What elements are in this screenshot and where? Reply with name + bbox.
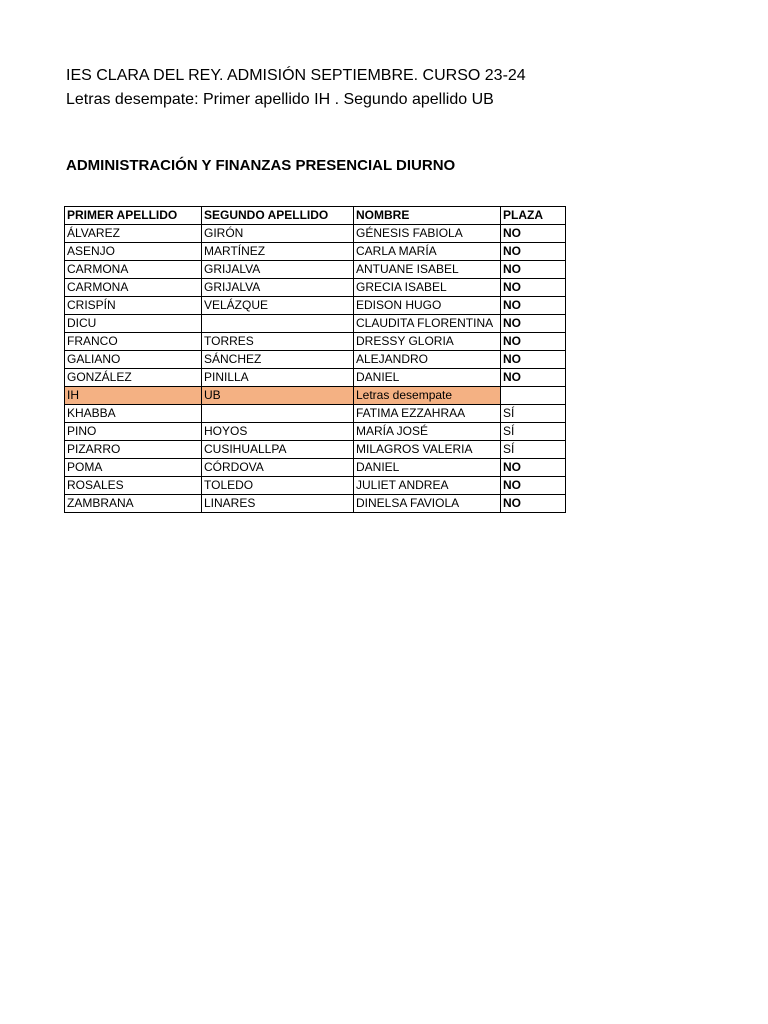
cell-segundo-apellido: VELÁZQUE xyxy=(202,297,354,315)
table-row xyxy=(65,297,566,315)
cell-segundo-apellido: CÓRDOVA xyxy=(202,459,354,477)
cell-nombre: ALEJANDRO xyxy=(354,351,501,369)
cell-nombre: ANTUANE ISABEL xyxy=(354,261,501,279)
table-row xyxy=(65,405,566,423)
cell-plaza xyxy=(501,387,566,405)
cell-segundo-apellido: HOYOS xyxy=(202,423,354,441)
cell-plaza: NO xyxy=(501,351,566,369)
column-header-plaza: PLAZA xyxy=(501,207,566,225)
cell-plaza: NO xyxy=(501,279,566,297)
cell-plaza: NO xyxy=(501,495,566,513)
tiebreak-row xyxy=(65,387,566,405)
cell-segundo-apellido: TORRES xyxy=(202,333,354,351)
cell-primer-apellido: GALIANO xyxy=(65,351,202,369)
table-row xyxy=(65,441,566,459)
cell-segundo-apellido: GIRÓN xyxy=(202,225,354,243)
cell-primer-apellido: IH xyxy=(65,387,202,405)
cell-primer-apellido: FRANCO xyxy=(65,333,202,351)
cell-primer-apellido: CARMONA xyxy=(65,279,202,297)
cell-primer-apellido: ASENJO xyxy=(65,243,202,261)
cell-segundo-apellido: SÁNCHEZ xyxy=(202,351,354,369)
table-row xyxy=(65,261,566,279)
cell-segundo-apellido: LINARES xyxy=(202,495,354,513)
cell-segundo-apellido: MARTÍNEZ xyxy=(202,243,354,261)
cell-nombre: CLAUDITA FLORENTINA xyxy=(354,315,501,333)
cell-plaza: NO xyxy=(501,477,566,495)
cell-segundo-apellido: CUSIHUALLPA xyxy=(202,441,354,459)
table-row xyxy=(65,315,566,333)
cell-segundo-apellido: TOLEDO xyxy=(202,477,354,495)
cell-primer-apellido: ROSALES xyxy=(65,477,202,495)
cell-nombre: GÉNESIS FABIOLA xyxy=(354,225,501,243)
cell-plaza: NO xyxy=(501,333,566,351)
cell-segundo-apellido: GRIJALVA xyxy=(202,279,354,297)
cell-nombre: Letras desempate xyxy=(354,387,501,405)
cell-primer-apellido: CARMONA xyxy=(65,261,202,279)
cell-plaza: SÍ xyxy=(501,441,566,459)
cell-primer-apellido: PINO xyxy=(65,423,202,441)
table-row xyxy=(65,459,566,477)
cell-nombre: DINELSA FAVIOLA xyxy=(354,495,501,513)
cell-plaza: SÍ xyxy=(501,405,566,423)
cell-plaza: NO xyxy=(501,243,566,261)
cell-nombre: DANIEL xyxy=(354,459,501,477)
cell-primer-apellido: POMA xyxy=(65,459,202,477)
table-row xyxy=(65,243,566,261)
cell-primer-apellido: ÁLVAREZ xyxy=(65,225,202,243)
table-row xyxy=(65,495,566,513)
cell-primer-apellido: KHABBA xyxy=(65,405,202,423)
cell-segundo-apellido: GRIJALVA xyxy=(202,261,354,279)
table-header-row xyxy=(65,207,566,225)
cell-nombre: MILAGROS VALERIA xyxy=(354,441,501,459)
section-title: ADMINISTRACIÓN Y FINANZAS PRESENCIAL DIURNO xyxy=(66,157,456,174)
cell-plaza: SÍ xyxy=(501,423,566,441)
column-header-segundo-apellido: SEGUNDO APELLIDO xyxy=(202,207,354,225)
cell-plaza: NO xyxy=(501,315,566,333)
table-row xyxy=(65,477,566,495)
cell-segundo-apellido xyxy=(202,405,354,423)
table-row xyxy=(65,279,566,297)
cell-primer-apellido: DICU xyxy=(65,315,202,333)
cell-nombre: DRESSY GLORIA xyxy=(354,333,501,351)
cell-nombre: MARÍA JOSÉ xyxy=(354,423,501,441)
admissions-table xyxy=(64,206,566,513)
cell-nombre: JULIET ANDREA xyxy=(354,477,501,495)
cell-segundo-apellido: UB xyxy=(202,387,354,405)
column-header-primer-apellido: PRIMER APELLIDO xyxy=(65,207,202,225)
cell-nombre: EDISON HUGO xyxy=(354,297,501,315)
cell-nombre: FATIMA EZZAHRAA xyxy=(354,405,501,423)
cell-plaza: NO xyxy=(501,225,566,243)
table-row xyxy=(65,369,566,387)
table-row xyxy=(65,423,566,441)
cell-plaza: NO xyxy=(501,369,566,387)
cell-plaza: NO xyxy=(501,261,566,279)
cell-primer-apellido: GONZÁLEZ xyxy=(65,369,202,387)
column-header-nombre: NOMBRE xyxy=(354,207,501,225)
cell-plaza: NO xyxy=(501,297,566,315)
table-row xyxy=(65,225,566,243)
tiebreak-letters-line: Letras desempate: Primer apellido IH . Segundo apellido UB xyxy=(66,91,494,108)
cell-nombre: GRECIA ISABEL xyxy=(354,279,501,297)
document-title: IES CLARA DEL REY. ADMISIÓN SEPTIEMBRE. CURSO 23-24 xyxy=(66,67,526,84)
cell-nombre: CARLA MARÍA xyxy=(354,243,501,261)
cell-plaza: NO xyxy=(501,459,566,477)
cell-primer-apellido: ZAMBRANA xyxy=(65,495,202,513)
cell-primer-apellido: CRISPÍN xyxy=(65,297,202,315)
cell-primer-apellido: PIZARRO xyxy=(65,441,202,459)
table-row xyxy=(65,351,566,369)
cell-nombre: DANIEL xyxy=(354,369,501,387)
cell-segundo-apellido: PINILLA xyxy=(202,369,354,387)
table-row xyxy=(65,333,566,351)
cell-segundo-apellido xyxy=(202,315,354,333)
